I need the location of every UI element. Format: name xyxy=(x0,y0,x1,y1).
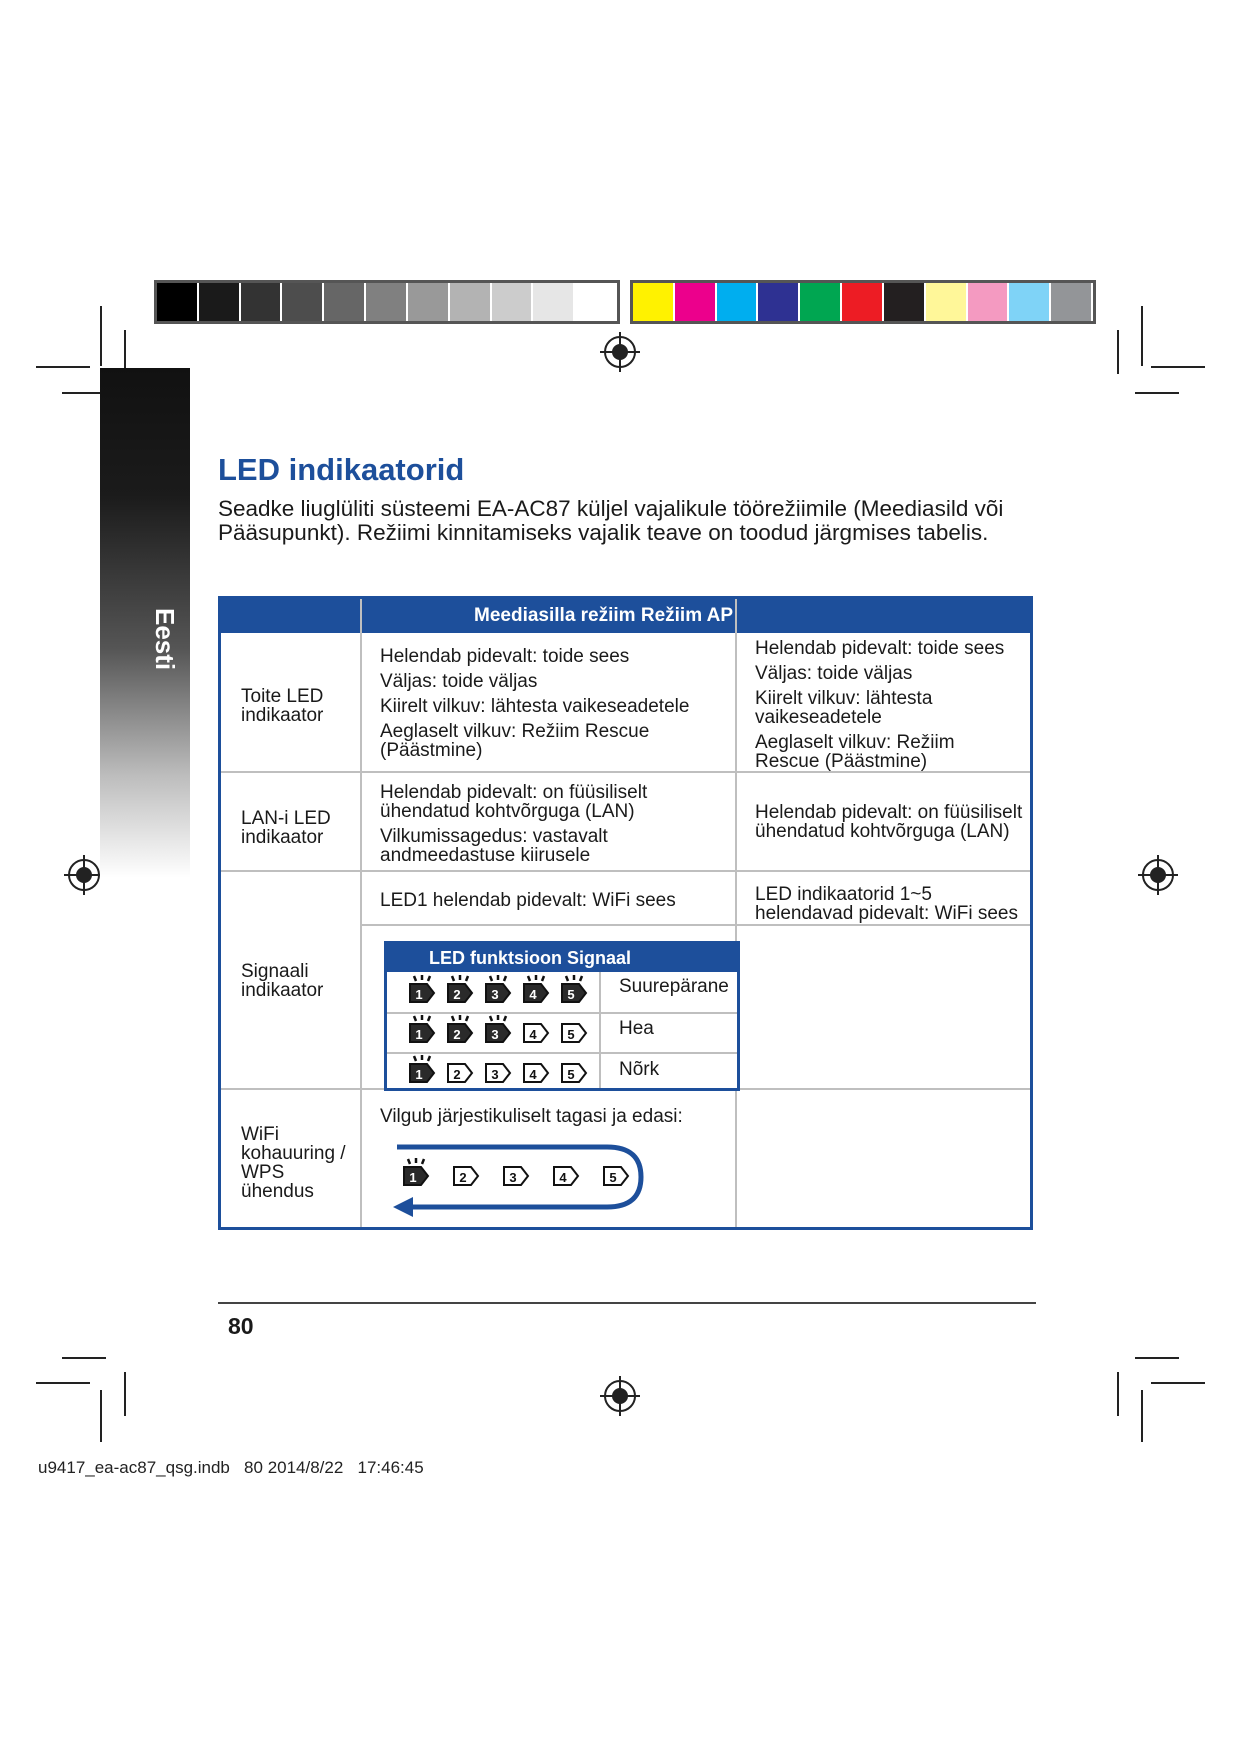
led-number: 3 xyxy=(509,1170,517,1185)
led-function-header-label: LED funktsioon Signaal xyxy=(429,948,632,968)
signal-level-label: Hea xyxy=(619,1018,654,1039)
crop-mark xyxy=(1141,306,1143,366)
led-number: 4 xyxy=(529,1067,537,1082)
table-header-label: Meediasilla režiim Režiim AP xyxy=(474,605,734,626)
led-number: 1 xyxy=(409,1170,417,1185)
registration-target-icon xyxy=(1138,855,1178,895)
led-number: 3 xyxy=(491,987,499,1002)
color-swatch xyxy=(800,283,842,321)
led-number: 4 xyxy=(529,987,537,1002)
crop-mark xyxy=(1141,1390,1143,1442)
cell-line: Helendab pidevalt: toide sees xyxy=(380,646,630,667)
ap-mode-cell xyxy=(755,803,1023,847)
led-lit-icon xyxy=(483,974,513,1004)
cell-line: LED1 helendab pidevalt: WiFi sees xyxy=(380,890,676,911)
led-lit-icon xyxy=(559,974,589,1004)
led-number: 5 xyxy=(567,1067,575,1082)
grayscale-calibration-bar xyxy=(154,280,620,324)
media-bridge-cell xyxy=(380,1107,725,1132)
media-bridge-cell xyxy=(380,891,725,916)
led-lit-icon xyxy=(407,1054,437,1084)
page-title: LED indikaatorid xyxy=(218,452,465,487)
crop-mark xyxy=(124,1372,126,1416)
cell-line: Helendab pidevalt: on füüsiliselt ühendatud kohtvõrguga (LAN) xyxy=(380,782,648,822)
cell-line: Väljas: toide väljas xyxy=(755,663,913,684)
led-number: 5 xyxy=(567,1027,575,1042)
cell-line: Helendab pidevalt: on füüsiliselt ühendatud kohtvõrguga (LAN) xyxy=(755,802,1023,842)
crop-mark xyxy=(1151,1382,1205,1384)
crop-mark xyxy=(1117,330,1119,374)
cell-line: Aeglaselt vilkuv: Režiim Rescue (Päästmine) xyxy=(755,732,955,772)
led-lit-icon xyxy=(445,1014,475,1044)
print-slug: u9417_ea-ac87_qsg.indb 80 2014/8/22 17:46:45 xyxy=(38,1458,424,1477)
row-label: WiFi kohauuring / WPS ühendus xyxy=(241,1124,346,1202)
cell-line: LED indikaatorid 1~5 helendavad pidevalt: WiFi sees xyxy=(755,884,1018,924)
led-function-table xyxy=(384,941,740,1091)
crop-mark xyxy=(100,306,102,366)
color-swatch xyxy=(842,283,884,321)
led-function-header xyxy=(387,944,737,972)
crop-mark xyxy=(1135,392,1179,394)
color-swatch xyxy=(717,283,759,321)
color-swatch xyxy=(492,283,534,321)
color-swatch xyxy=(575,283,617,321)
color-swatch xyxy=(533,283,575,321)
cell-line: Vilgub järjestikuliselt tagasi ja edasi: xyxy=(380,1106,683,1127)
color-swatch xyxy=(408,283,450,321)
cell-line: Vilkumissagedus: vastavalt andmeedastuse kiirusele xyxy=(380,826,608,866)
grid-line xyxy=(599,972,601,1088)
language-label: Eesti xyxy=(150,608,180,671)
crop-mark xyxy=(62,1357,106,1359)
signal-level-label: Nõrk xyxy=(619,1059,660,1080)
led-number: 5 xyxy=(567,987,575,1002)
page-number: 80 xyxy=(228,1313,254,1339)
led-number: 5 xyxy=(609,1170,617,1185)
registration-target-icon xyxy=(600,332,640,372)
led-off-icon xyxy=(501,1157,531,1187)
led-off-icon xyxy=(451,1157,481,1187)
table-header xyxy=(221,599,1030,633)
led-off-icon xyxy=(483,1054,513,1084)
color-swatch xyxy=(241,283,283,321)
led-number: 4 xyxy=(529,1027,537,1042)
color-swatch xyxy=(282,283,324,321)
led-indicator-table xyxy=(218,596,1033,1230)
color-swatch xyxy=(633,283,675,321)
color-swatch xyxy=(758,283,800,321)
led-off-icon xyxy=(601,1157,631,1187)
led-number: 2 xyxy=(453,1067,461,1082)
signal-level-label: Suurepärane xyxy=(619,976,729,997)
row-label: Signaali indikaator xyxy=(241,961,324,1001)
color-swatch xyxy=(675,283,717,321)
media-bridge-cell xyxy=(380,783,725,871)
color-swatch xyxy=(324,283,366,321)
led-off-icon xyxy=(551,1157,581,1187)
led-off-icon xyxy=(445,1054,475,1084)
registration-target-icon xyxy=(64,855,104,895)
cell-line: Väljas: toide väljas xyxy=(380,671,538,692)
crop-mark xyxy=(1117,1372,1119,1416)
crop-mark xyxy=(1135,1357,1179,1359)
led-number: 1 xyxy=(415,1067,423,1082)
led-number: 2 xyxy=(453,987,461,1002)
arrow-left-icon xyxy=(393,1197,413,1217)
led-lit-icon xyxy=(401,1157,431,1187)
led-number: 1 xyxy=(415,1027,423,1042)
led-off-icon xyxy=(559,1014,589,1044)
color-swatch xyxy=(884,283,926,321)
led-number: 3 xyxy=(491,1027,499,1042)
ap-mode-cell xyxy=(755,639,1023,777)
ap-mode-cell xyxy=(755,885,1023,929)
color-swatch xyxy=(450,283,492,321)
led-lit-icon xyxy=(445,974,475,1004)
row-label: Toite LED indikaator xyxy=(241,686,324,726)
led-off-icon xyxy=(521,1014,551,1044)
grid-line xyxy=(735,599,737,1227)
cell-line: Kiirelt vilkuv: lähtesta vaikeseadetele xyxy=(380,696,690,717)
crop-mark xyxy=(100,1390,102,1442)
color-swatch xyxy=(1051,283,1093,321)
led-lit-icon xyxy=(521,974,551,1004)
crop-mark xyxy=(1151,366,1205,368)
led-number: 2 xyxy=(453,1027,461,1042)
led-off-icon xyxy=(559,1054,589,1084)
footer-rule xyxy=(218,1302,1036,1304)
cell-line: Kiirelt vilkuv: lähtesta vaikeseadetele xyxy=(755,688,933,728)
cell-line: Helendab pidevalt: toide sees xyxy=(755,638,1005,659)
led-number: 2 xyxy=(459,1170,467,1185)
intro-paragraph: Seadke liuglüliti süsteemi EA-AC87 küljel vajalikule töörežiimile (Meediasild või Pääsupunkt). Režiimi kinnitamiseks vajalik teave on toodud järgmises tabelis. xyxy=(218,496,1004,545)
led-lit-icon xyxy=(483,1014,513,1044)
language-side-tab xyxy=(100,368,190,878)
led-number: 1 xyxy=(415,987,423,1002)
color-swatch xyxy=(968,283,1010,321)
row-label: LAN-i LED indikaator xyxy=(241,808,331,848)
color-swatch xyxy=(199,283,241,321)
led-number: 4 xyxy=(559,1170,567,1185)
led-lit-icon xyxy=(407,1014,437,1044)
grid-line xyxy=(360,599,362,1227)
cell-line: Aeglaselt vilkuv: Režiim Rescue (Päästmine) xyxy=(380,721,650,761)
crop-mark xyxy=(36,366,90,368)
registration-target-icon xyxy=(600,1376,640,1416)
color-swatch xyxy=(926,283,968,321)
led-off-icon xyxy=(521,1054,551,1084)
led-number: 3 xyxy=(491,1067,499,1082)
crop-mark xyxy=(36,1382,90,1384)
color-swatch xyxy=(1009,283,1051,321)
led-lit-icon xyxy=(407,974,437,1004)
media-bridge-cell xyxy=(380,647,725,766)
color-swatch xyxy=(157,283,199,321)
color-swatch xyxy=(366,283,408,321)
color-calibration-bar xyxy=(630,280,1096,324)
